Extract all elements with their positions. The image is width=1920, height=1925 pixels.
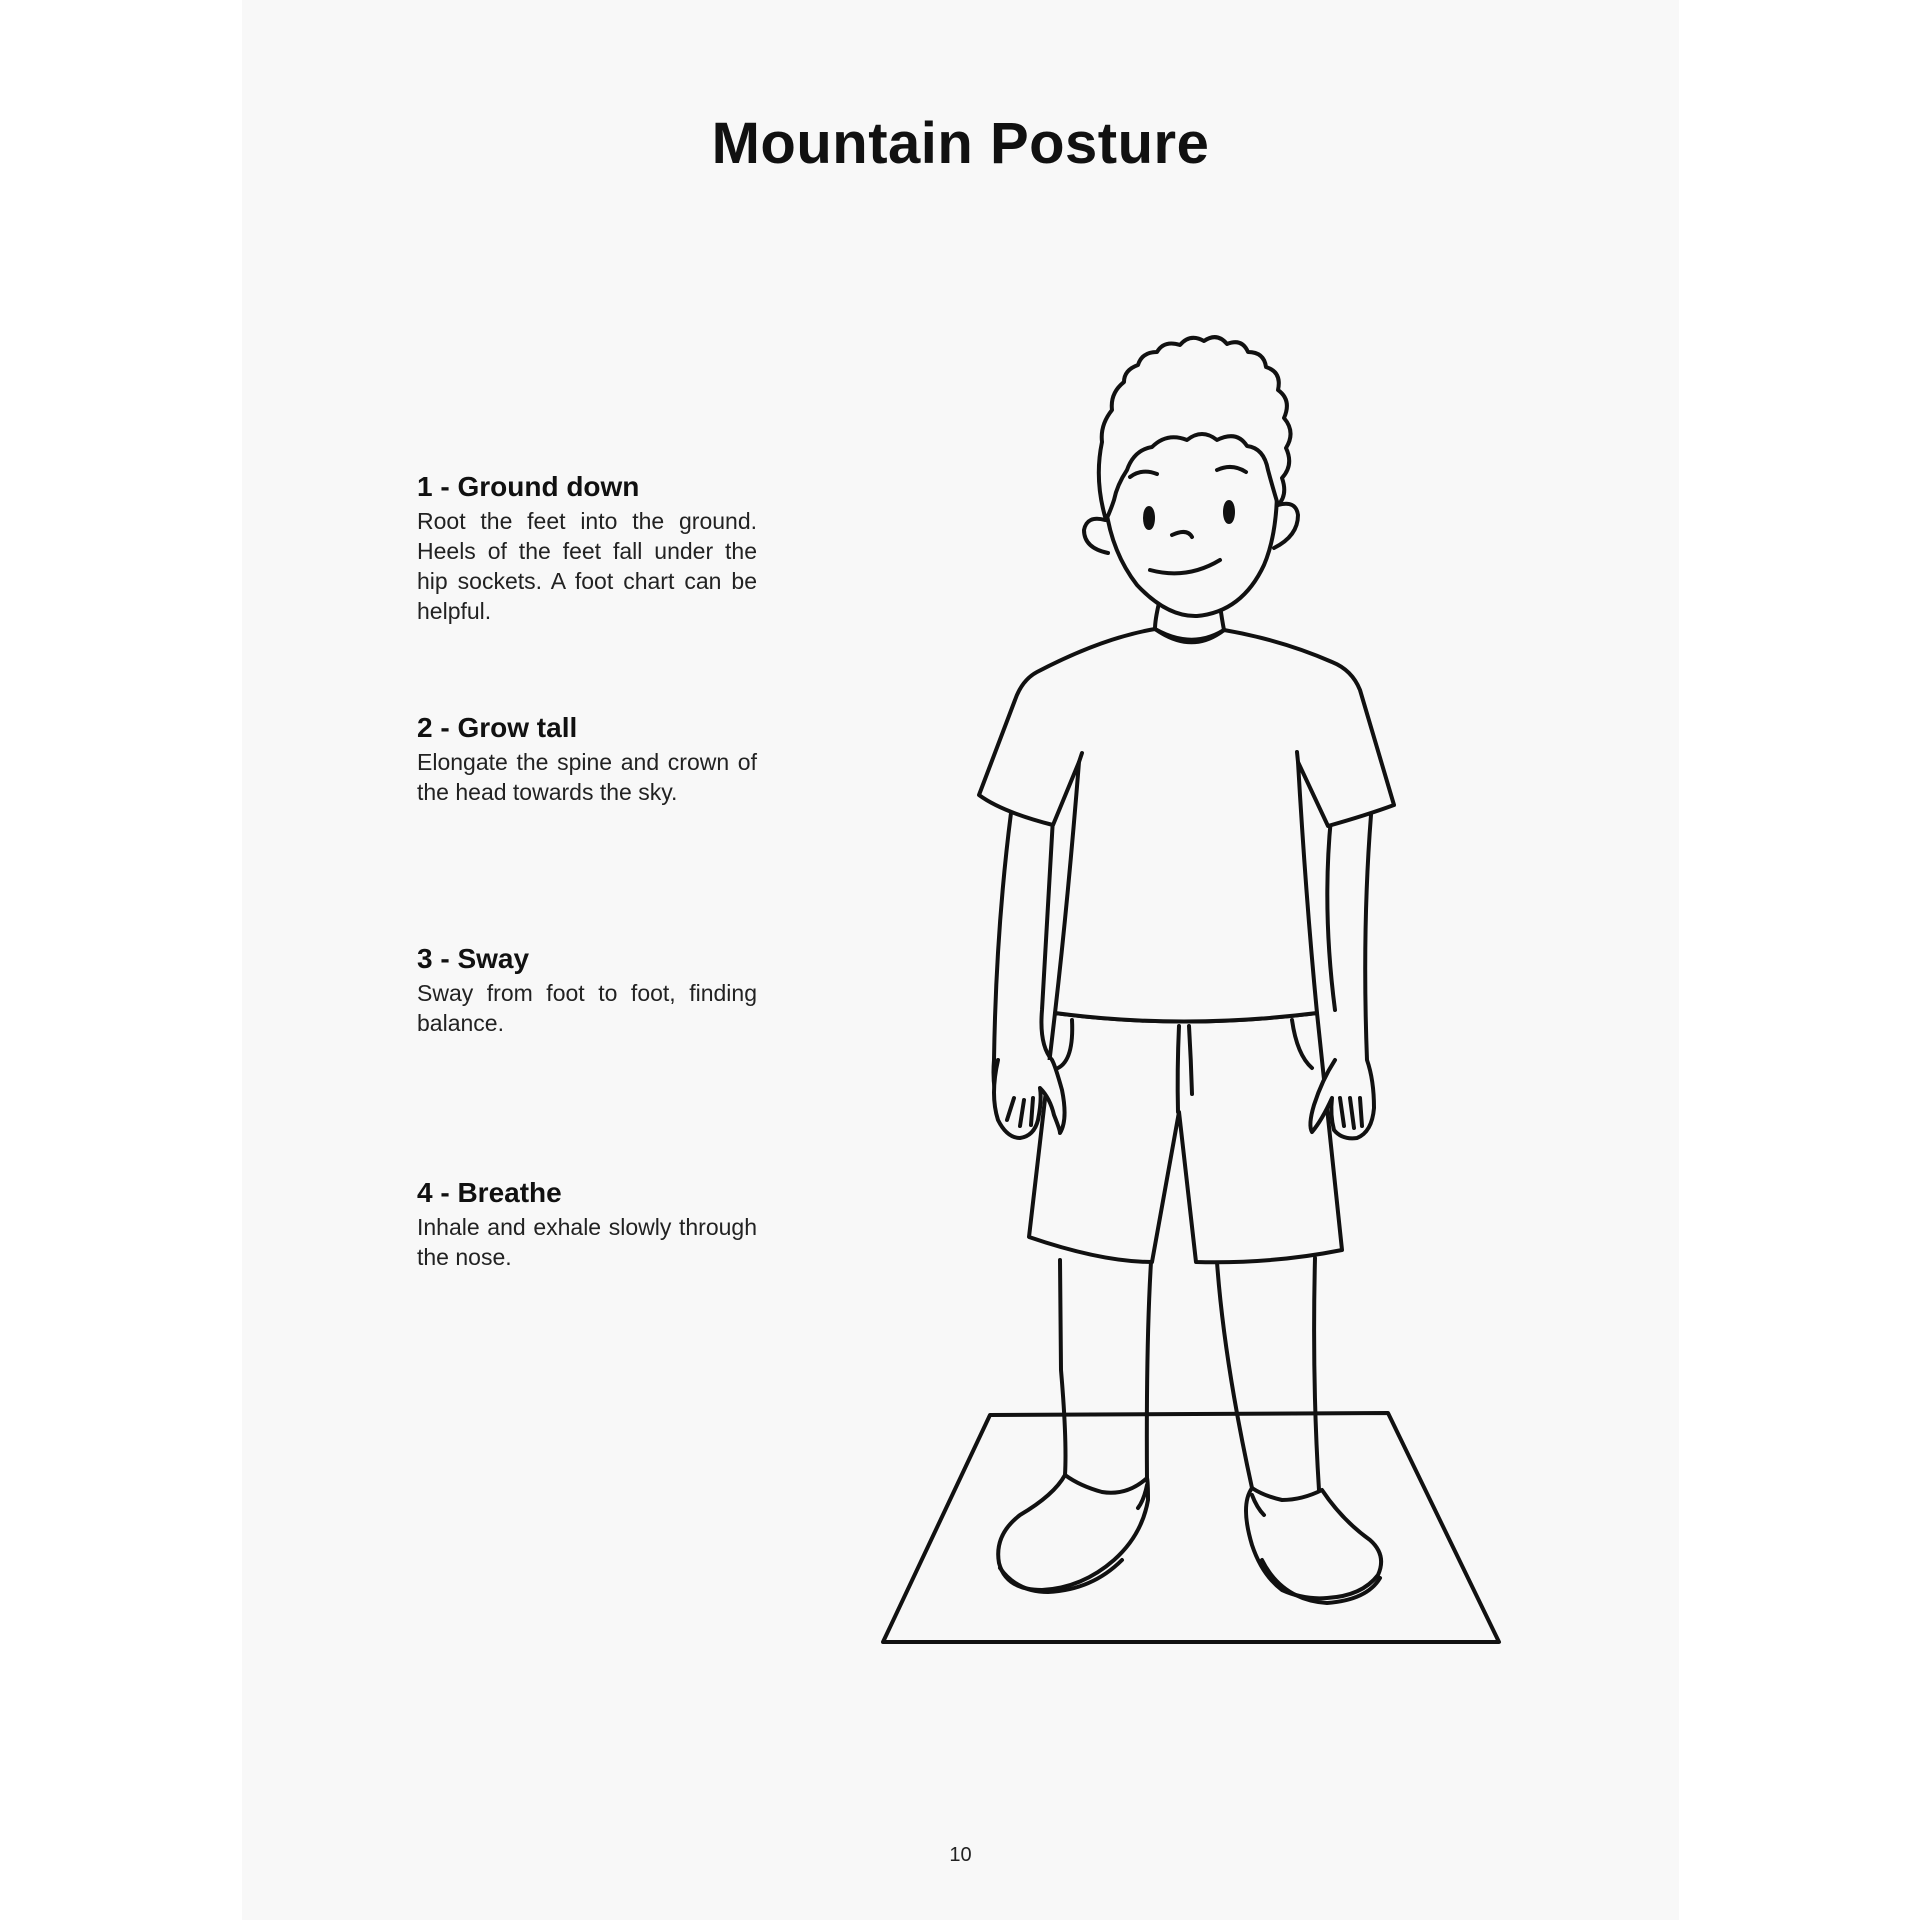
shirt-collar [1155, 629, 1224, 642]
step-description: Elongate the spine and crown of the head towards the sky. [417, 749, 757, 805]
left-pocket [1058, 1020, 1072, 1068]
nose [1172, 532, 1192, 537]
shorts [1029, 1013, 1342, 1262]
left-leg-inner [1147, 1262, 1151, 1480]
right-sleeve-seam [1297, 752, 1298, 762]
right-eyebrow [1217, 467, 1246, 472]
right-hand [1310, 1060, 1374, 1138]
left-shoe-sole [1000, 1560, 1122, 1592]
left-hand [994, 1060, 1065, 1138]
right-pocket [1292, 1020, 1312, 1068]
right-arm [1365, 815, 1371, 1060]
left-ear [1084, 519, 1108, 553]
page-number: 10 [949, 1844, 972, 1866]
face [1104, 470, 1277, 616]
left-arm [994, 813, 1012, 1105]
left-shoe [998, 1475, 1148, 1590]
right-ear [1274, 504, 1298, 548]
neck [1155, 603, 1224, 630]
right-leg [1217, 1262, 1252, 1488]
left-arm-inner [1041, 818, 1053, 1060]
shirt [979, 629, 1394, 1022]
step-heading: 1 - Ground down [417, 471, 640, 502]
step-description: Sway from foot to foot, finding balance. [417, 980, 757, 1036]
hair [1099, 337, 1291, 520]
left-hand-fingers [1007, 1098, 1033, 1126]
right-hand-fingers [1340, 1098, 1362, 1128]
left-leg [1060, 1260, 1066, 1475]
right-shoe-sole [1262, 1560, 1380, 1603]
step-description: Inhale and exhale slowly through the nose. [417, 1214, 757, 1270]
left-eye [1145, 508, 1153, 528]
page-title: Mountain Posture [711, 111, 1210, 176]
worksheet-page [242, 0, 1679, 1920]
step-grow-tall [417, 711, 757, 807]
step-heading: 3 - Sway [417, 943, 530, 974]
step-heading: 2 - Grow tall [417, 712, 578, 743]
right-shoe [1246, 1488, 1381, 1598]
step-breathe [417, 1176, 757, 1272]
mouth [1150, 560, 1220, 573]
left-shoe-top [1138, 1485, 1147, 1508]
step-heading: 4 - Breathe [417, 1177, 562, 1208]
left-eyebrow [1130, 472, 1157, 477]
right-shoe-top [1252, 1495, 1264, 1515]
shorts-fly [1178, 1026, 1179, 1112]
step-description: Root the feet into the ground. Heels of the feet fall under the hip sockets. A foot chart can be helpful. [417, 508, 757, 624]
shorts-seam [1189, 1026, 1192, 1094]
left-sleeve-seam [1079, 753, 1082, 762]
right-arm-inner [1327, 818, 1335, 1010]
right-eye [1225, 502, 1233, 522]
step-sway [417, 942, 757, 1038]
yoga-mat [883, 1413, 1499, 1642]
step-ground-down [417, 470, 757, 626]
right-leg-outer [1314, 1258, 1319, 1490]
